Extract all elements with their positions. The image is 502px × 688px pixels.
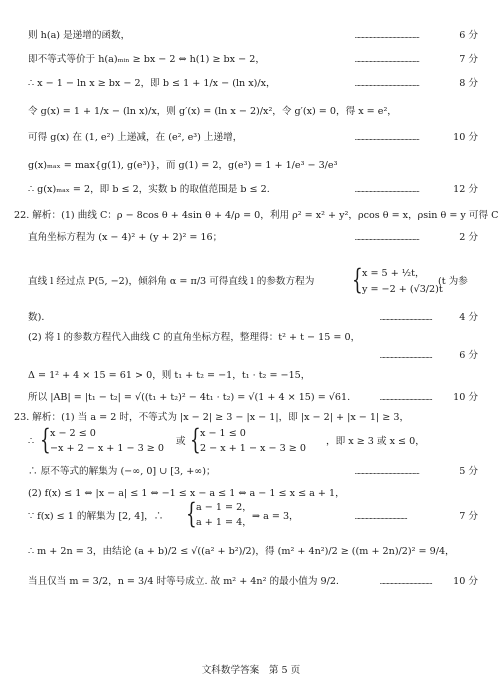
line-text: 可得 g(x) 在 (1, e²) 上递减，在 (e², e³) 上递增，: [28, 132, 243, 143]
solution-line: [0, 263, 502, 304]
line-text: 23. 解析：(1) 当 a = 2 时，不等式为 |x − 2| ≥ 3 − |x − 1|，即 |x − 2| + |x − 1| ≥ 3，: [14, 412, 410, 423]
score-mark: 2 分: [459, 232, 478, 243]
line-text: (t 为参: [438, 276, 468, 287]
score-leader: …………………………………: [380, 578, 433, 586]
score-leader: …………………………………………: [355, 186, 420, 194]
system-equation: x = 5 + ½t，: [362, 268, 425, 279]
system-equation: −x + 2 − x + 1 − 3 ≥ 0: [50, 443, 164, 454]
score-mark: 6 分: [459, 350, 478, 361]
line-text: ∴ m + 2n = 3，由结论 (a + b)/2 ≤ √((a² + b²)/2)，得 (m² + 4n²)/2 ≥ ((m + 2n)/2)² = 9/4，: [28, 546, 455, 557]
line-text: 即不等式等价于 h(a)ₘᵢₙ ≥ bx − 2 ⇔ h(1) ≥ bx − 2，: [28, 54, 265, 65]
system-equation: a − 1 = 2，: [196, 502, 252, 513]
line-text: 令 g(x) = 1 + 1/x − (ln x)/x，则 g′(x) = (ln x − 2)/x²，令 g′(x) = 0，得 x = e²，: [28, 106, 397, 117]
score-leader: …………………………………………: [355, 468, 420, 476]
score-leader: …………………………………………: [355, 80, 420, 88]
system-equation: 2 − x + 1 − x − 3 ≥ 0: [200, 443, 306, 454]
score-mark: 7 分: [459, 54, 478, 65]
score-leader: …………………………………………: [355, 56, 420, 64]
line-text: Δ = 1² + 4 × 15 = 61 > 0，则 t₁ + t₂ = −1，t₁ · t₂ = −15，: [28, 370, 311, 381]
line-text: (2) f(x) ≤ 1 ⇔ |x − a| ≤ 1 ⇔ −1 ≤ x − a ≤ 1 ⇔ a − 1 ≤ x ≤ a + 1，: [28, 488, 345, 499]
left-brace-icon: {: [190, 423, 201, 456]
left-brace-icon: {: [40, 423, 51, 456]
score-leader: …………………………………………: [355, 234, 420, 242]
line-text: 直角坐标方程为 (x − 4)² + (y + 2)² = 16；: [28, 232, 223, 243]
left-brace-icon: {: [186, 497, 197, 530]
line-text: 或: [176, 436, 186, 447]
solution-line: [0, 423, 502, 460]
score-mark: 10 分: [453, 132, 478, 143]
line-text: 22. 解析：(1) 曲线 C：ρ − 8cos θ + 4sin θ + 4/ρ = 0，利用 ρ² = x² + y²，ρcos θ = x，ρsin θ = y 可得 C: [14, 210, 499, 221]
line-text: 当且仅当 m = 3/2，n = 3/4 时等号成立. 故 m² + 4n² 的最小值为 9/2.: [28, 576, 339, 587]
score-leader: …………………………………………: [355, 32, 420, 40]
score-mark: 7 分: [459, 511, 478, 522]
system-equation: x − 1 ≤ 0: [200, 428, 246, 439]
score-mark: 8 分: [459, 78, 478, 89]
score-leader: …………………………………: [355, 513, 408, 521]
system-equation: x − 2 ≤ 0: [50, 428, 96, 439]
score-leader: …………………………………: [380, 394, 433, 402]
line-text: g(x)ₘₐₓ = max{g(1), g(e³)}，而 g(1) = 2，g(e³) = 1 + 1/e³ − 3/e³: [28, 160, 338, 171]
line-text: ∵ f(x) ≤ 1 的解集为 [2, 4]，∴: [28, 511, 164, 522]
line-text: ∴ x − 1 − ln x ≥ bx − 2，即 b ≤ 1 + 1/x − (ln x)/x，: [28, 78, 276, 89]
score-mark: 6 分: [459, 30, 478, 41]
line-text: ⇒ a = 3，: [252, 511, 299, 522]
score-leader: …………………………………: [380, 314, 433, 322]
system-equation: a + 1 = 4，: [196, 517, 252, 528]
score-mark: 12 分: [453, 184, 478, 195]
score-mark: 5 分: [459, 466, 478, 477]
score-mark: 10 分: [453, 576, 478, 587]
line-text: ，即 x ≥ 3 或 x ≤ 0，: [326, 436, 425, 447]
left-brace-icon: {: [352, 263, 363, 296]
line-text: 直线 l 经过点 P(5, −2)，倾斜角 α = π/3 可得直线 l 的参数方程为: [28, 276, 315, 287]
line-text: 所以 |AB| = |t₁ − t₂| = √((t₁ + t₂)² − 4t₁ · t₂) = √(1 + 4 × 15) = √61.: [28, 392, 351, 403]
line-text: 则 h(a) 是递增的函数，: [28, 30, 131, 41]
system-equation: y = −2 + (√3/2)t: [362, 284, 443, 295]
line-text: ∴ g(x)ₘₐₓ = 2，即 b ≤ 2，实数 b 的取值范围是 b ≤ 2.: [28, 184, 270, 195]
line-text: ∴ 原不等式的解集为 (−∞, 0] ∪ [3, +∞)；: [28, 466, 216, 477]
score-leader: …………………………………: [380, 352, 433, 360]
line-text: 数)．: [28, 312, 51, 323]
solution-line: [0, 497, 502, 534]
score-leader: …………………………………………: [355, 134, 420, 142]
score-mark: 4 分: [459, 312, 478, 323]
score-mark: 10 分: [453, 392, 478, 403]
line-text: (2) 将 l 的参数方程代入曲线 C 的直角坐标方程，整理得：t² + t − 15 = 0，: [28, 332, 361, 343]
page-footer: 文科数学答案 第 5 页: [201, 665, 301, 676]
line-text: ∴: [28, 436, 35, 447]
